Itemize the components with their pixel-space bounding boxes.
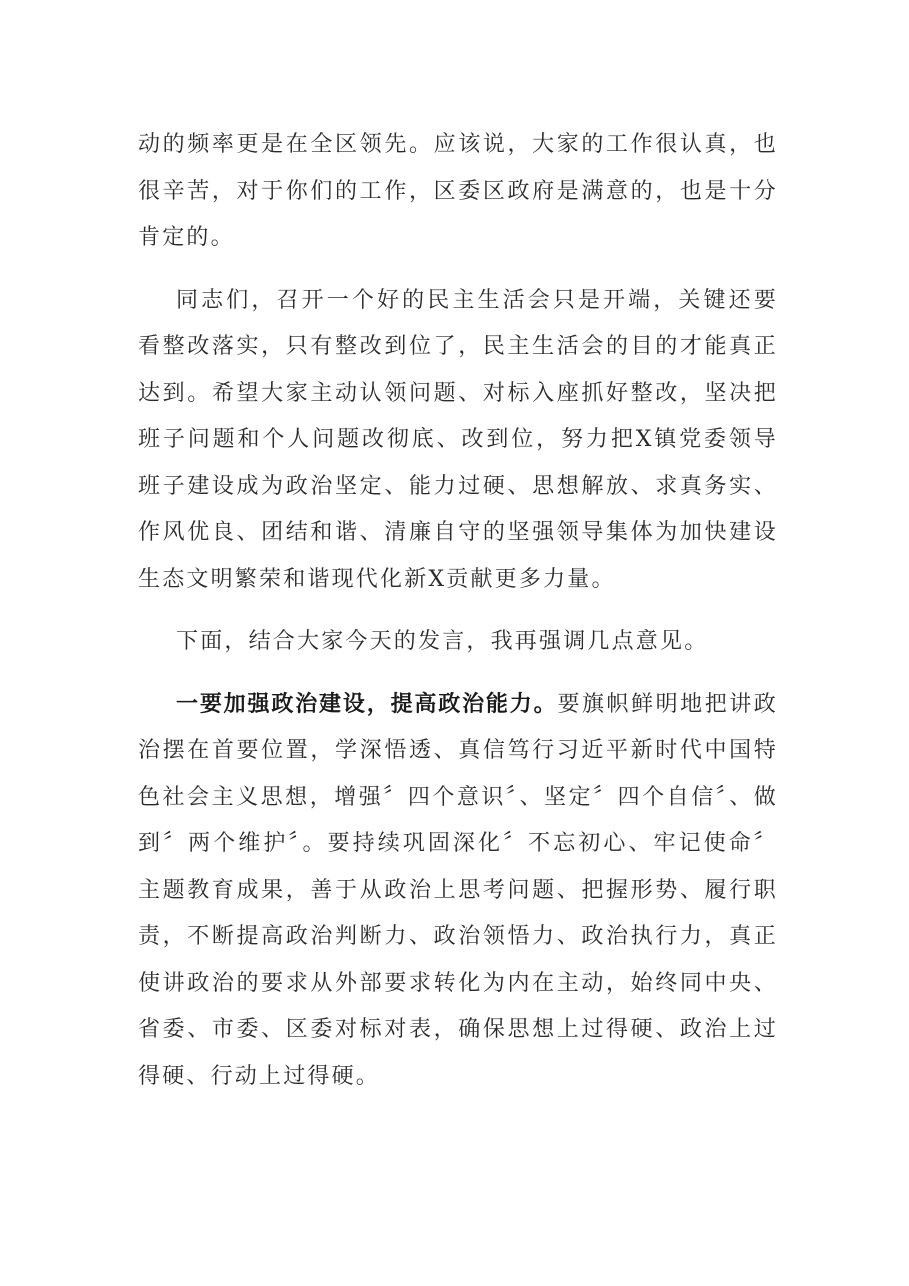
paragraph-continuation: 动的频率更是在全区领先。应该说，大家的工作很认真，也很辛苦，对于你们的工作，区委区政府是满意的，也是十分肯定的。: [138, 132, 778, 250]
paragraph-heading-bold: 一要加强政治建设，提高政治能力。: [176, 691, 558, 717]
paragraph-intro-opinions: 下面，结合大家今天的发言，我再强调几点意见。: [176, 629, 709, 654]
paragraph-political-building: [138, 682, 778, 1101]
paragraph-rectification: 同志们，召开一个好的民主生活会只是开端，关键还要看整改落实，只有整改到位了，民主生活会的目的才能真正达到。希望大家主动认领问题、对标入座抓好整改，坚决把班子问题和个人问题改彻底、改到位，努力把X镇党委领导班子建设成为政治坚定、能力过硬、思想解放、求真务实、作风优良、团结和谐、清廉自守的坚强领导集体为加快建设生态文明繁荣和谐现代化新X贡献更多力量。: [138, 287, 778, 592]
document-body: [138, 122, 778, 1100]
paragraph-body-text: 要旗帜鲜明地把讲政治摆在首要位置，学深悟透、真信笃行习近平新时代中国特色社会主义思想，增强〞四个意识〞、坚定〞四个自信〞、做到〞两个维护〞。要持续巩固深化〞不忘初心、牢记使命〞主题教育成果，善于从政治上思考问题、把握形势、履行职责，不断提高政治判断力、政治领悟力、政治执行力，真正使讲政治的要求从外部要求转化为内在主动，始终同中央、省委、市委、区委对标对表，确保思想上过得硬、政治上过得硬、行动上过得硬。: [138, 691, 778, 1089]
